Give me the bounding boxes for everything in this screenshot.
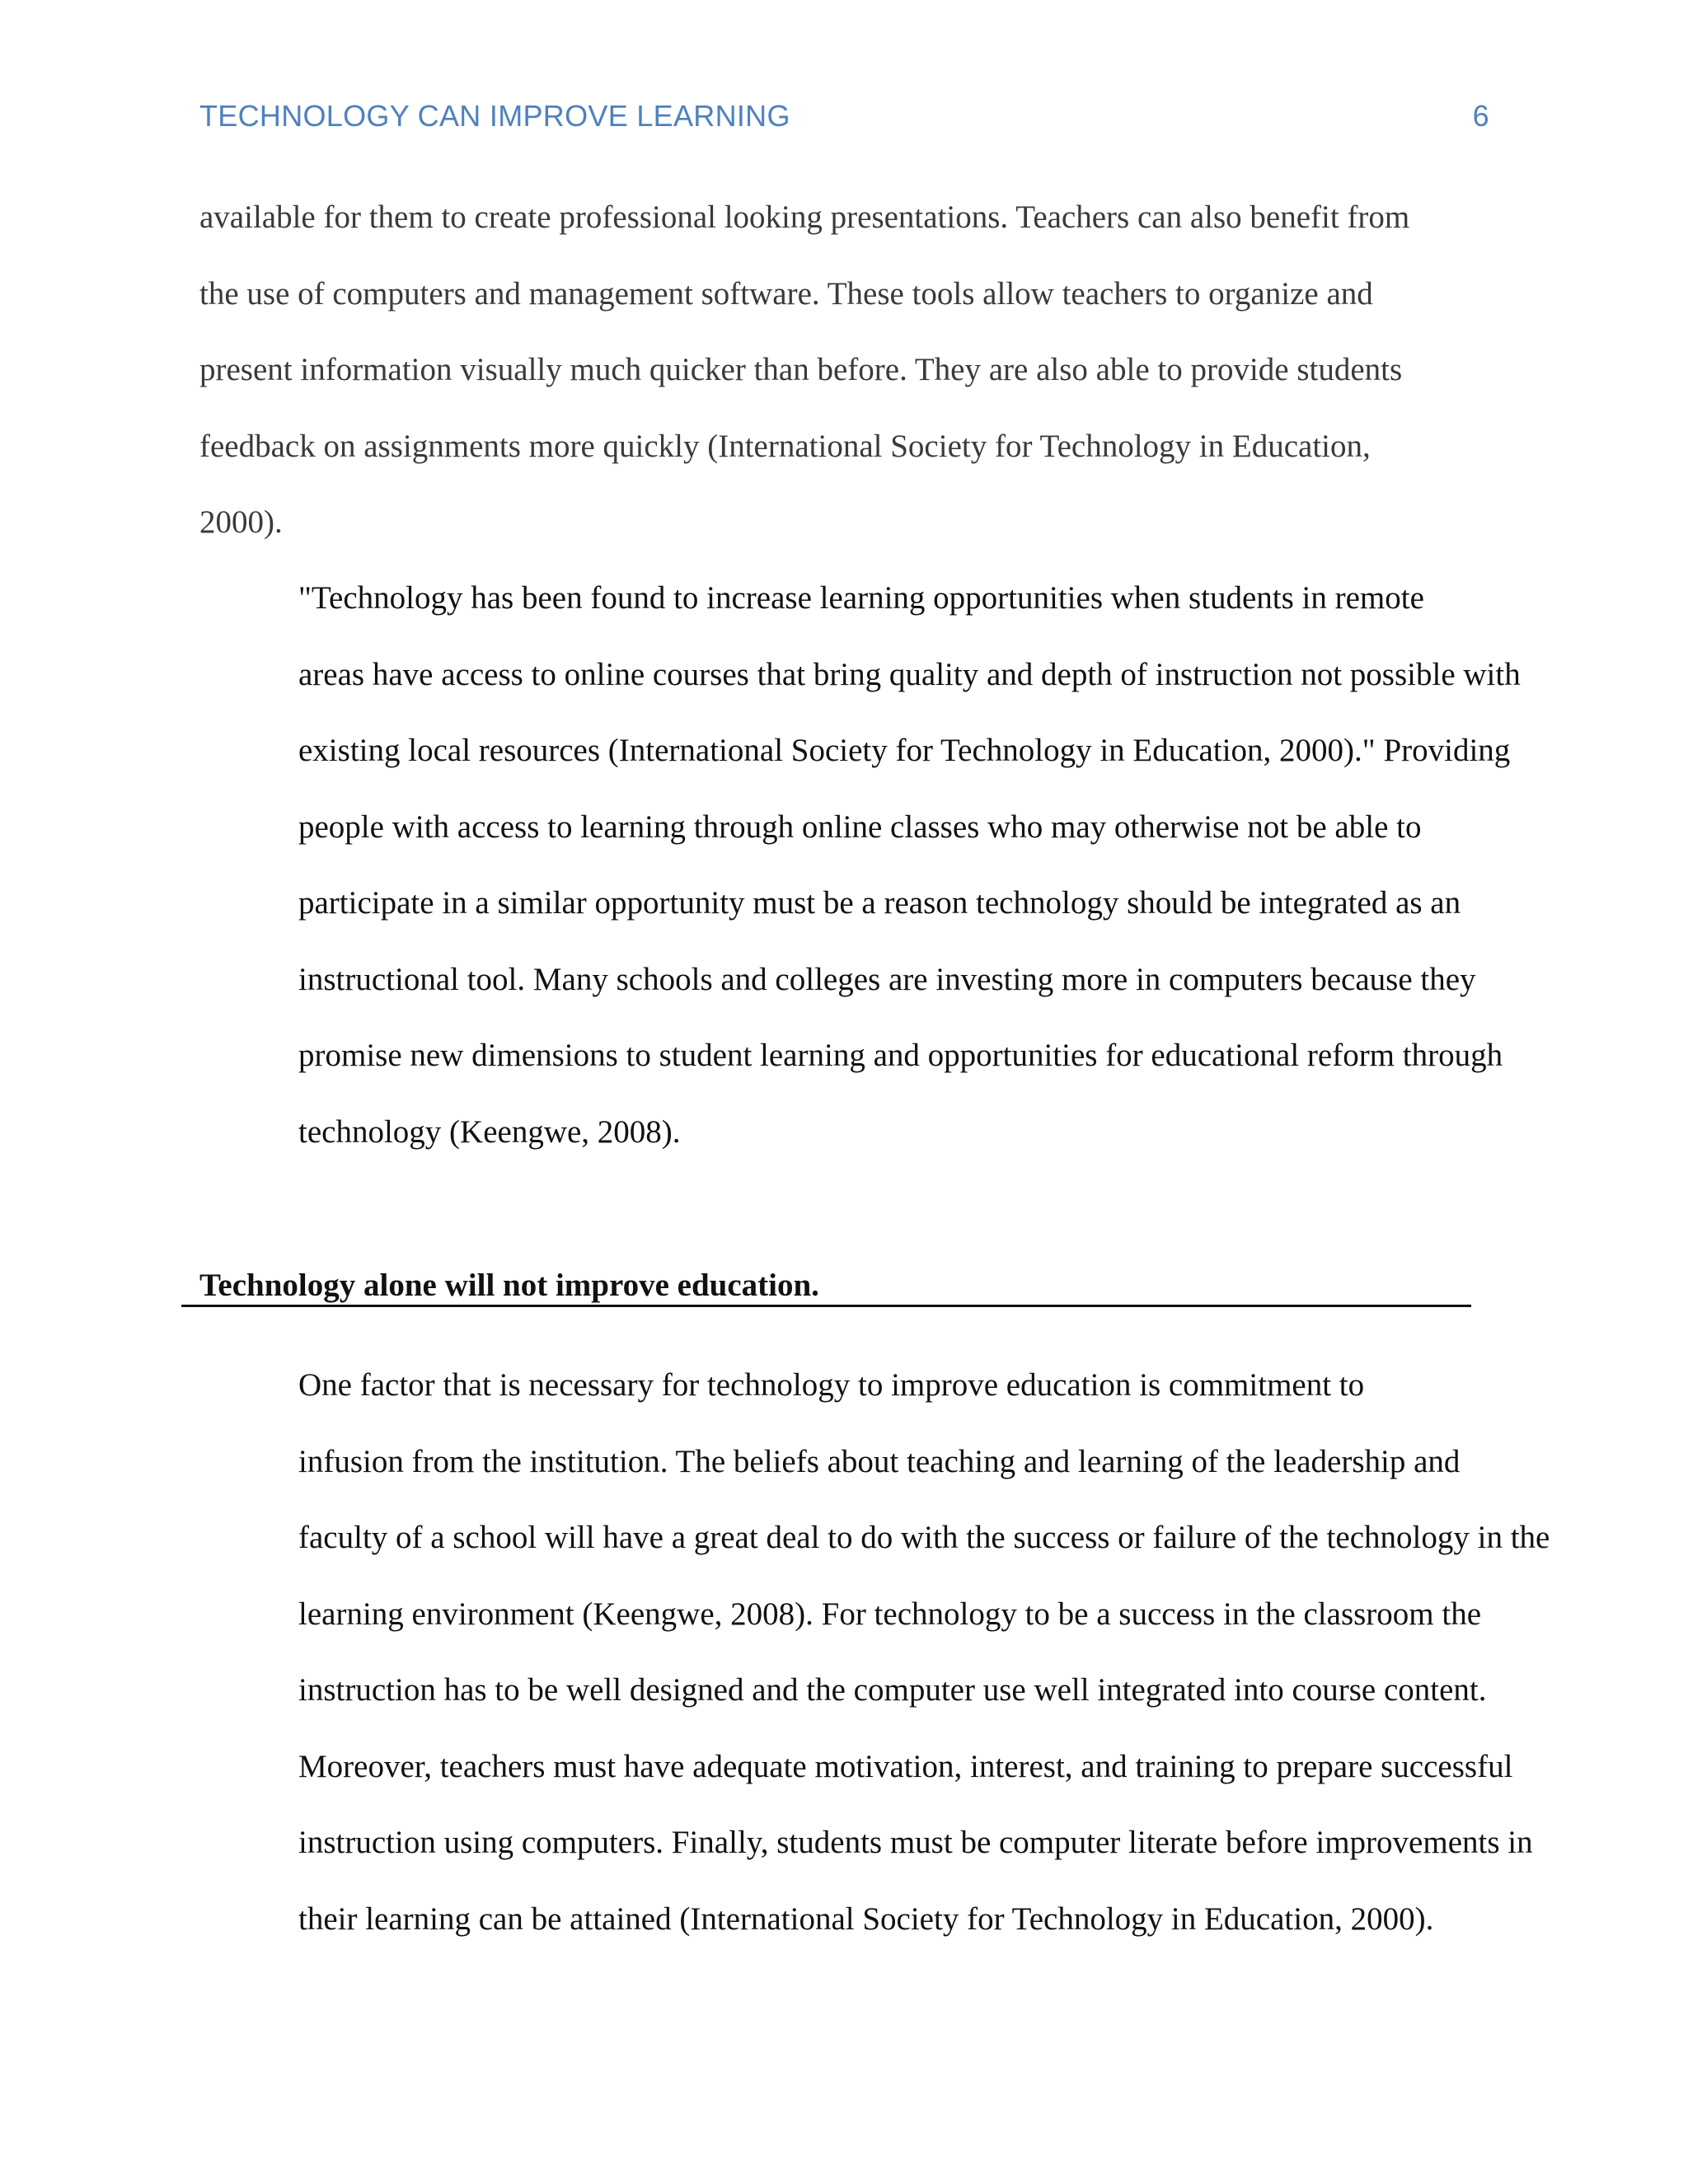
- text-line: people with access to learning through online classes who may otherwise not be able to: [298, 808, 1422, 845]
- paragraph-continued: [199, 180, 1502, 561]
- text-line: the use of computers and management software. These tools allow teachers to organize and: [199, 275, 1373, 312]
- text-line: "Technology has been found to increase learning opportunities when students in remote: [298, 580, 1424, 616]
- text-line: 2000).: [199, 504, 283, 540]
- running-head: [199, 99, 1489, 140]
- text-line: faculty of a school will have a great deal to do with the success or failure of the technology in the: [298, 1520, 1550, 1555]
- text-line: their learning can be attained (International Society for Technology in Education, 2000).: [298, 1900, 1434, 1937]
- text-line: infusion from the institution. The beliefs about teaching and learning of the leadership and: [298, 1443, 1461, 1479]
- text-line: promise new dimensions to student learning and opportunities for educational reform through: [298, 1038, 1503, 1073]
- paragraph-quote: [199, 560, 1521, 1170]
- text-line: instructional tool. Many schools and colleges are investing more in computers because they: [298, 961, 1476, 997]
- running-head-title: TECHNOLOGY CAN IMPROVE LEARNING: [199, 99, 790, 133]
- text-line: One factor that is necessary for technology to improve education is commitment to: [298, 1367, 1365, 1403]
- text-line: instruction has to be well designed and the computer use well integrated into course content.: [298, 1672, 1487, 1708]
- text-line: learning environment (Keengwe, 2008). For technology to be a success in the classroom the: [298, 1596, 1482, 1632]
- text-line: feedback on assignments more quickly (International Society for Technology in Education,: [199, 428, 1371, 464]
- text-line: participate in a similar opportunity must be a reason technology should be integrated as an: [298, 885, 1461, 921]
- section-heading: Technology alone will not improve education.: [199, 1268, 819, 1303]
- paragraph-commitment: [199, 1347, 1550, 1957]
- page-number: 6: [1472, 99, 1489, 133]
- text-line: present information visually much quicker than before. They are also able to provide students: [199, 352, 1403, 387]
- text-line: Moreover, teachers must have adequate motivation, interest, and training to prepare successful: [298, 1748, 1513, 1784]
- text-line: instruction using computers. Finally, students must be computer literate before improvements in: [298, 1825, 1533, 1860]
- text-line: available for them to create professional looking presentations. Teachers can also benefit from: [199, 199, 1410, 235]
- text-line: existing local resources (International Society for Technology in Education, 2000)." Providing: [298, 733, 1511, 768]
- heading-underline-rule: [181, 1305, 1471, 1307]
- text-line: technology (Keengwe, 2008).: [298, 1113, 681, 1150]
- text-line: areas have access to online courses that bring quality and depth of instruction not possible with: [298, 656, 1521, 692]
